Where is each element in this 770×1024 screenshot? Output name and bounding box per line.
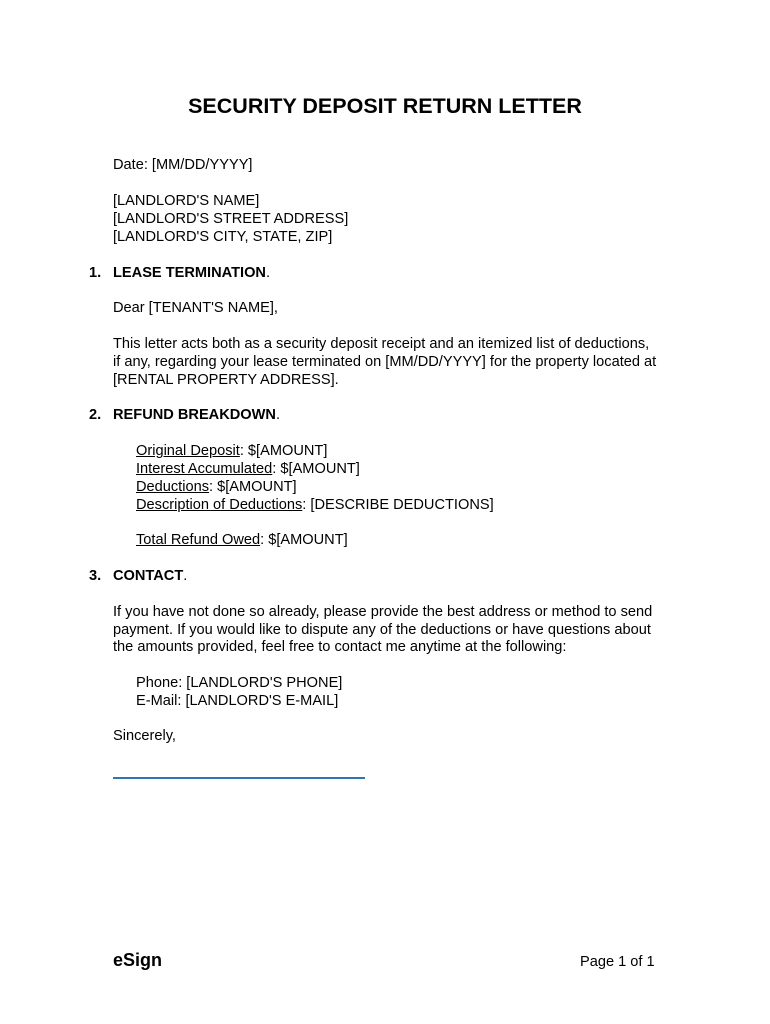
refund-total-value: : $[AMOUNT] xyxy=(260,532,348,548)
page-number: Page 1 of 1 xyxy=(580,954,655,970)
refund-total-label: Total Refund Owed xyxy=(136,532,261,548)
refund-item-value: : $[AMOUNT] xyxy=(239,443,328,459)
refund-item-value: : $[AMOUNT] xyxy=(272,461,360,477)
heading-period: . xyxy=(183,568,188,584)
landlord-street: [LANDLORD'S STREET ADDRESS] xyxy=(113,211,349,227)
document-title: SECURITY DEPOSIT RETURN LETTER xyxy=(188,94,582,118)
section-number: 2. xyxy=(89,407,102,423)
section-heading-contact xyxy=(113,567,187,585)
contact-email: E-Mail: [LANDLORD'S E-MAIL] xyxy=(136,693,339,709)
refund-item-label: Interest Accumulated xyxy=(136,461,273,477)
body-line: If you have not done so already, please provide the best address or method to send xyxy=(113,604,653,620)
body-line: the amounts provided, feel free to contact me anytime at the following: xyxy=(113,639,567,655)
salutation: Dear [TENANT'S NAME], xyxy=(113,300,278,316)
refund-item-deductions xyxy=(136,478,297,496)
refund-item-original-deposit xyxy=(136,442,327,460)
section-number: 1. xyxy=(89,265,102,281)
contact-phone: Phone: [LANDLORD'S PHONE] xyxy=(136,675,343,691)
signature-line xyxy=(113,777,365,779)
heading-period: . xyxy=(275,407,281,423)
section-heading-text: LEASE TERMINATION xyxy=(113,265,266,281)
refund-item-value: : $[AMOUNT] xyxy=(209,479,297,495)
refund-item-interest xyxy=(136,460,360,478)
refund-item-label: Original Deposit xyxy=(136,443,240,459)
section-heading-lease-termination xyxy=(113,264,270,282)
refund-item-value: : [DESCRIBE DEDUCTIONS] xyxy=(302,497,494,513)
section-heading-text: CONTACT xyxy=(113,568,184,584)
section-heading-refund-breakdown xyxy=(113,406,280,424)
esign-logo: eSign xyxy=(113,950,163,970)
section-number: 3. xyxy=(89,568,102,584)
date-line: Date: [MM/DD/YYYY] xyxy=(113,157,253,173)
refund-item-label: Deductions xyxy=(136,479,210,495)
body-line: payment. If you would like to dispute any of the deductions or have questions about xyxy=(113,622,651,638)
section-heading-text: REFUND BREAKDOWN xyxy=(113,407,276,423)
refund-item-description xyxy=(136,496,494,514)
closing: Sincerely, xyxy=(113,728,176,744)
landlord-name: [LANDLORD'S NAME] xyxy=(113,193,260,209)
refund-total xyxy=(136,531,348,549)
body-line: This letter acts both as a security deposit receipt and an itemized list of deductions, xyxy=(113,336,650,352)
body-line: if any, regarding your lease terminated on [MM/DD/YYYY] for the property located at xyxy=(113,354,657,370)
heading-period: . xyxy=(265,265,271,281)
body-line: [RENTAL PROPERTY ADDRESS]. xyxy=(113,372,339,388)
refund-item-label: Description of Deductions xyxy=(136,497,303,513)
landlord-city: [LANDLORD'S CITY, STATE, ZIP] xyxy=(113,229,333,245)
